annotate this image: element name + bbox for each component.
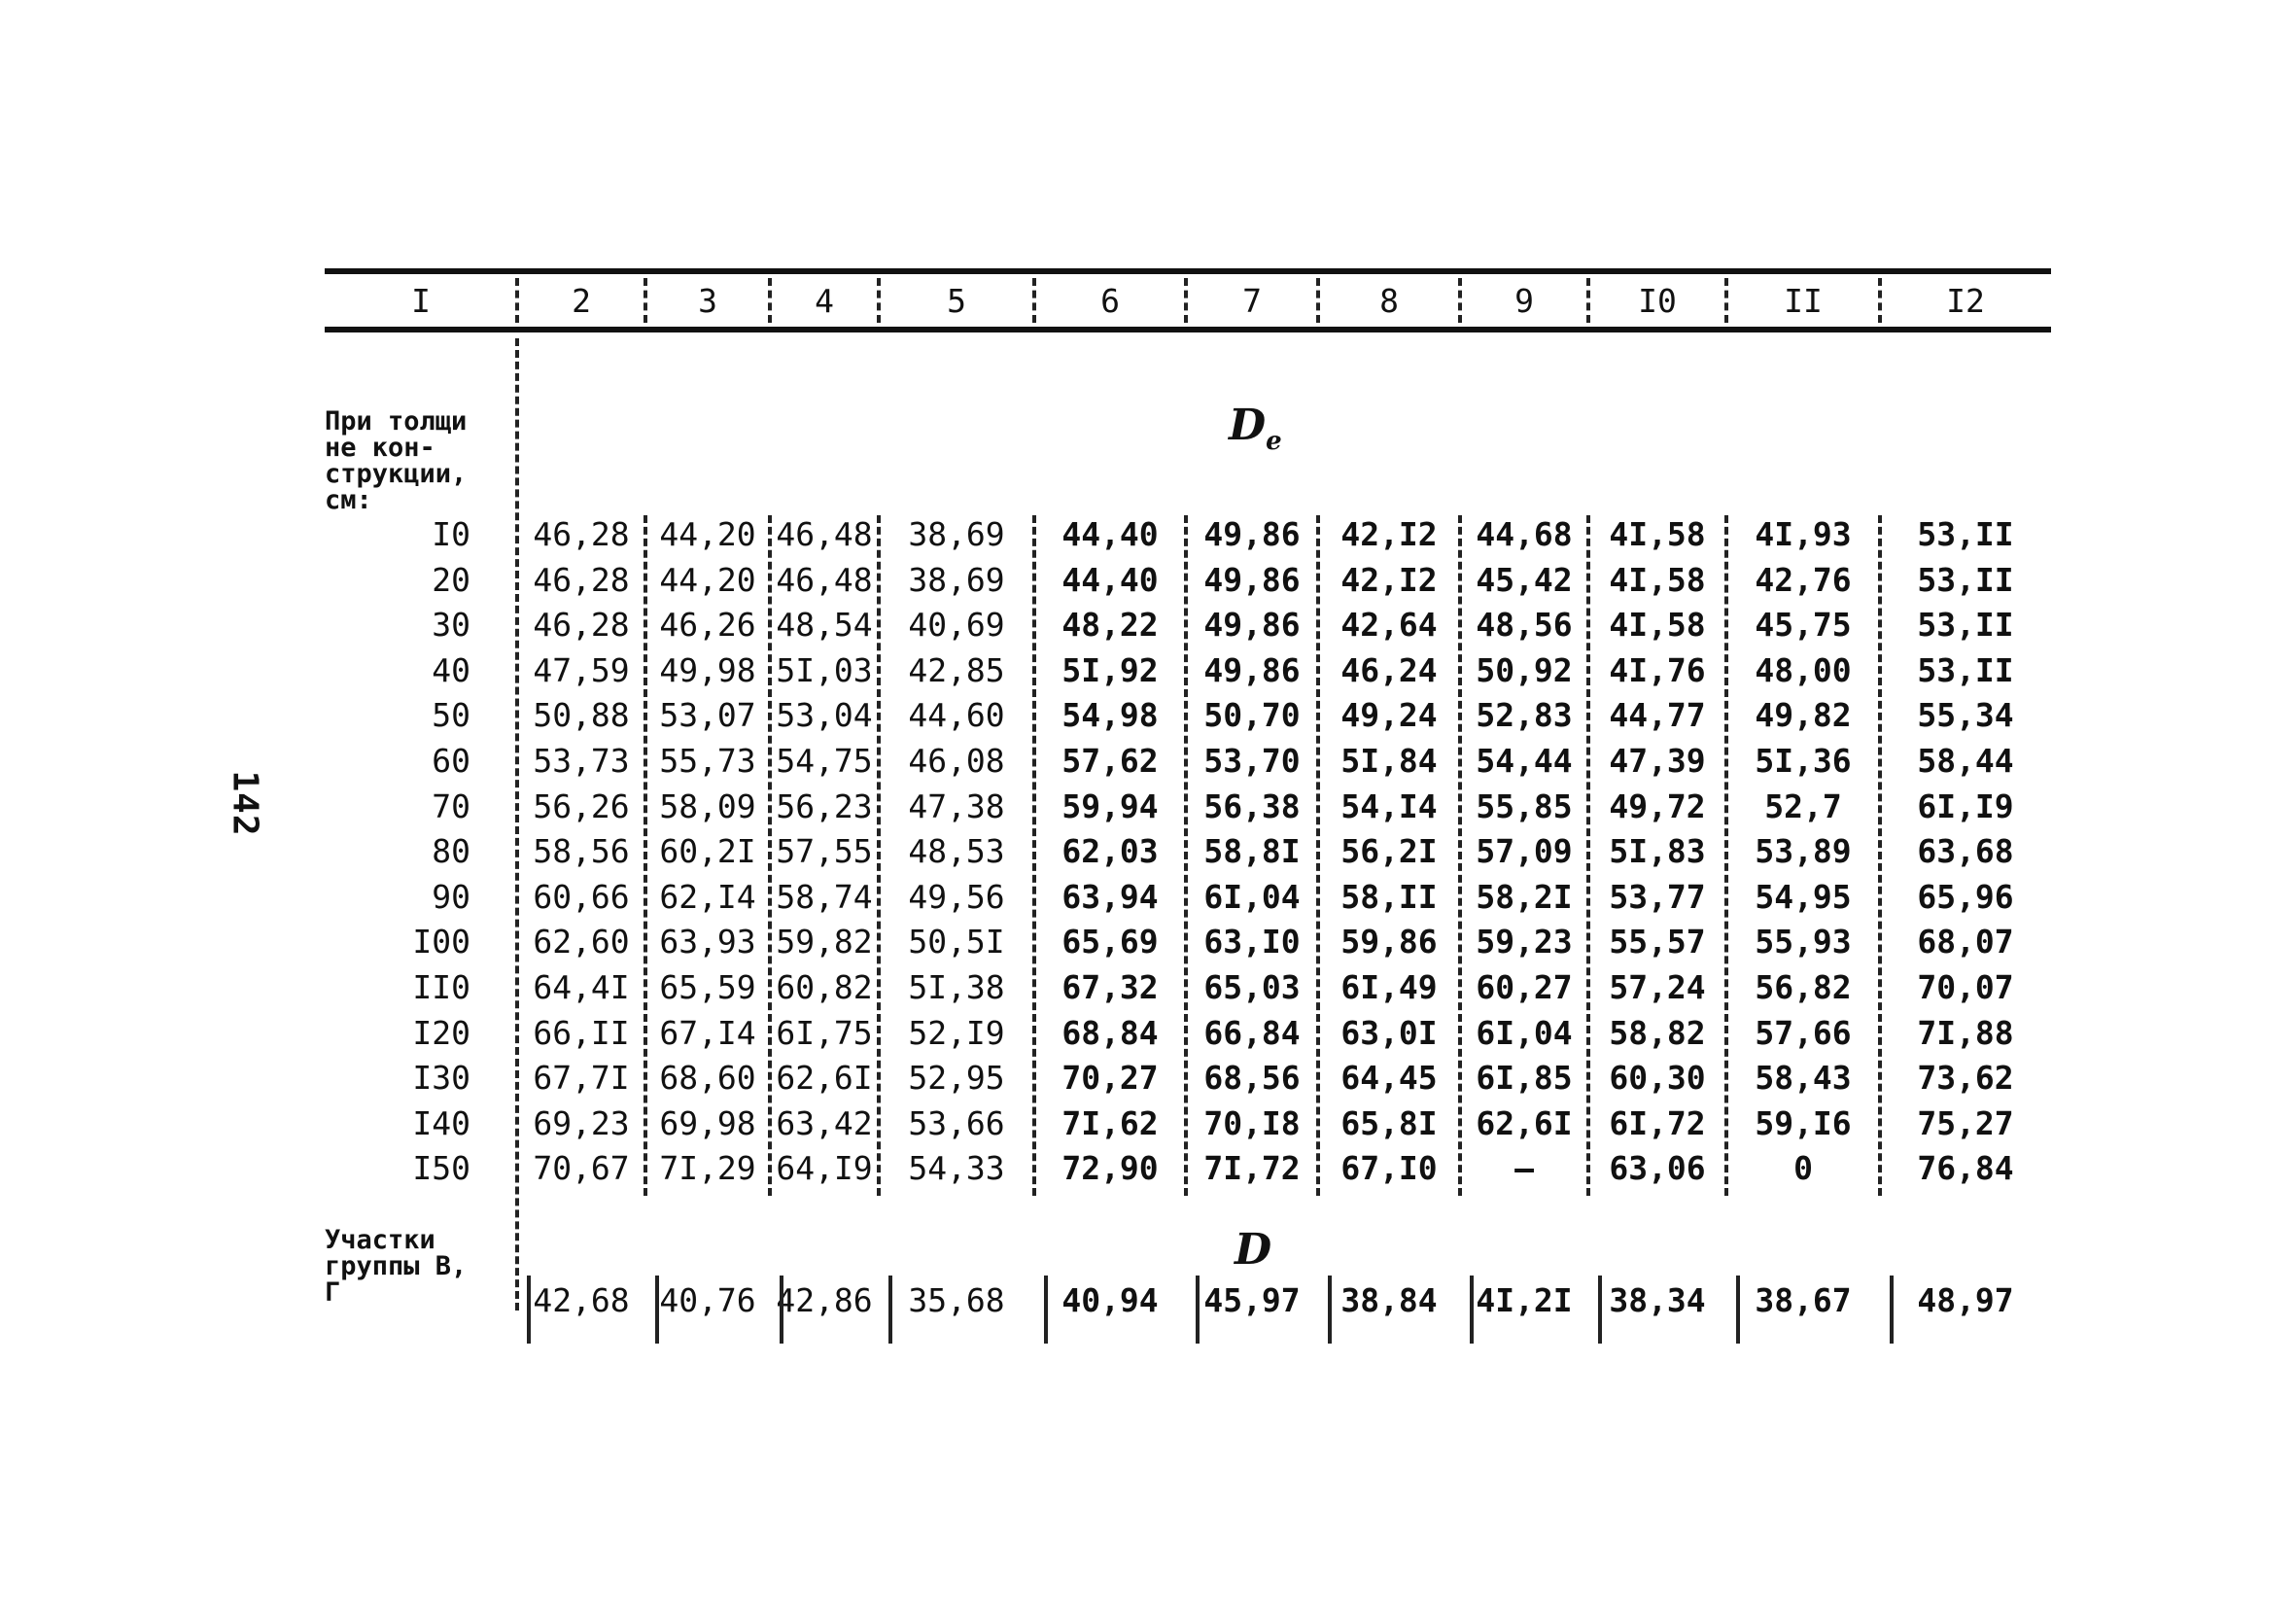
row-label: 80	[432, 832, 470, 871]
group-cell: 35,68	[908, 1281, 1005, 1319]
table-cell: 65,69	[1061, 923, 1159, 961]
table-cell: 73,62	[1917, 1059, 2014, 1098]
column-header: 8	[1379, 281, 1399, 320]
group-cell: 45,97	[1203, 1281, 1301, 1319]
column-header: II	[1784, 281, 1823, 320]
header-divider	[877, 278, 881, 323]
table-cell: 4I,58	[1609, 515, 1706, 553]
table-cell: 66,II	[533, 1013, 630, 1052]
header-divider	[1316, 278, 1320, 323]
table-cell: 63,I0	[1203, 923, 1301, 961]
table-cell: 42,I2	[1340, 515, 1438, 553]
table-cell: 50,70	[1203, 696, 1301, 735]
table-cell: 56,23	[776, 787, 873, 825]
table-cell: 62,60	[533, 923, 630, 961]
thickness-section-label: При толщи не кон- струкции, см:	[325, 406, 468, 515]
column-header: 2	[572, 281, 591, 320]
table-cell: 4I,58	[1609, 560, 1706, 599]
group-cell: 42,86	[776, 1281, 873, 1319]
table-cell: 49,98	[659, 650, 756, 689]
table-cell: 57,62	[1061, 742, 1159, 780]
table-cell: 57,24	[1609, 968, 1706, 1006]
header-divider	[1458, 278, 1462, 323]
column-header: 4	[815, 281, 834, 320]
table-cell: 7I,62	[1061, 1103, 1159, 1142]
table-cell: 6I,49	[1340, 968, 1438, 1006]
table-cell: 68,07	[1917, 923, 2014, 961]
table-cell: 64,45	[1340, 1059, 1438, 1098]
table-cell: 54,I4	[1340, 787, 1438, 825]
table-cell: 50,5I	[908, 923, 1005, 961]
group-cell: 42,68	[533, 1281, 630, 1319]
row-label: I00	[412, 923, 470, 961]
table-cell: 70,27	[1061, 1059, 1159, 1098]
table-cell: 6I,04	[1476, 1013, 1573, 1052]
table-cell: 47,39	[1609, 742, 1706, 780]
table-cell: 64,I9	[776, 1149, 873, 1188]
table-cell: 58,43	[1755, 1059, 1852, 1098]
header-divider	[644, 278, 647, 323]
table-cell: 48,22	[1061, 606, 1159, 645]
table-cell: 48,53	[908, 832, 1005, 871]
table-cell: 60,66	[533, 877, 630, 916]
table-cell: 42,76	[1755, 560, 1852, 599]
column-divider	[1878, 515, 1882, 1196]
table-cell: 75,27	[1917, 1103, 2014, 1142]
table-cell: 67,32	[1061, 968, 1159, 1006]
table-cell: 6I,04	[1203, 877, 1301, 916]
table-cell: 65,03	[1203, 968, 1301, 1006]
table-cell: 63,42	[776, 1103, 873, 1142]
table-cell: 46,08	[908, 742, 1005, 780]
table-cell: 60,2I	[659, 832, 756, 871]
table-cell: 48,54	[776, 606, 873, 645]
column-divider	[1586, 515, 1590, 1196]
table-cell: 5I,84	[1340, 742, 1438, 780]
table-cell: 54,44	[1476, 742, 1573, 780]
table-cell: 6I,75	[776, 1013, 873, 1052]
table-cell: 54,95	[1755, 877, 1852, 916]
group-divider	[527, 1276, 531, 1344]
table-cell: 44,20	[659, 560, 756, 599]
table-cell: 4I,58	[1609, 606, 1706, 645]
table-cell: 55,93	[1755, 923, 1852, 961]
table-cell: 50,88	[533, 696, 630, 735]
table-cell: 56,2I	[1340, 832, 1438, 871]
table-cell: 42,85	[908, 650, 1005, 689]
header-divider	[768, 278, 772, 323]
table-cell: 53,II	[1917, 560, 2014, 599]
table-cell: 58,09	[659, 787, 756, 825]
group-divider	[1470, 1276, 1474, 1344]
table-cell: 40,69	[908, 606, 1005, 645]
column-header: 5	[947, 281, 966, 320]
table-cell: 46,48	[776, 560, 873, 599]
row-label: I50	[412, 1149, 470, 1188]
table-cell: 55,34	[1917, 696, 2014, 735]
table-cell: 49,24	[1340, 696, 1438, 735]
table-cell: 72,90	[1061, 1149, 1159, 1188]
row-label: 50	[432, 696, 470, 735]
table-cell: 54,98	[1061, 696, 1159, 735]
group-cell: 48,97	[1917, 1281, 2014, 1319]
table-cell: 6I,85	[1476, 1059, 1573, 1098]
header-divider	[1032, 278, 1036, 323]
group-cell: 38,67	[1755, 1281, 1852, 1319]
table-cell: 7I,29	[659, 1149, 756, 1188]
table-cell: 46,26	[659, 606, 756, 645]
table-cell: 70,I8	[1203, 1103, 1301, 1142]
row-label: 90	[432, 877, 470, 916]
table-cell: 49,56	[908, 877, 1005, 916]
table-cell: 55,73	[659, 742, 756, 780]
table-cell: 63,94	[1061, 877, 1159, 916]
table-cell: 53,II	[1917, 515, 2014, 553]
group-divider	[655, 1276, 659, 1344]
table-cell: 5I,03	[776, 650, 873, 689]
table-cell: 58,2I	[1476, 877, 1573, 916]
group-cell: 40,94	[1061, 1281, 1159, 1319]
column-header: I0	[1638, 281, 1677, 320]
group-cell: 4I,2I	[1476, 1281, 1573, 1319]
table-cell: 5I,92	[1061, 650, 1159, 689]
table-cell: 49,86	[1203, 606, 1301, 645]
table-cell: 59,94	[1061, 787, 1159, 825]
header-divider	[1724, 278, 1728, 323]
table-cell: 58,II	[1340, 877, 1438, 916]
table-cell: 44,68	[1476, 515, 1573, 553]
table-cell: 63,93	[659, 923, 756, 961]
header-row	[325, 274, 2051, 327]
table-cell: 68,60	[659, 1059, 756, 1098]
table-cell: 46,28	[533, 560, 630, 599]
table-cell: 45,75	[1755, 606, 1852, 645]
table-cell: 53,07	[659, 696, 756, 735]
table-cell: 42,64	[1340, 606, 1438, 645]
header-divider	[1878, 278, 1882, 323]
row-label: I20	[412, 1013, 470, 1052]
table-cell: 56,82	[1755, 968, 1852, 1006]
table-cell: 53,70	[1203, 742, 1301, 780]
table-cell: 52,83	[1476, 696, 1573, 735]
table-cell: 67,7I	[533, 1059, 630, 1098]
row-label: II0	[412, 968, 470, 1006]
table-cell: 55,85	[1476, 787, 1573, 825]
table-cell: 49,86	[1203, 650, 1301, 689]
table-cell: 47,59	[533, 650, 630, 689]
table-cell: 4I,93	[1755, 515, 1852, 553]
column-header: I2	[1946, 281, 1985, 320]
row-label: I30	[412, 1059, 470, 1098]
table-cell: 63,06	[1609, 1149, 1706, 1188]
row-label: 70	[432, 787, 470, 825]
table-cell: 56,38	[1203, 787, 1301, 825]
table-cell: 66,84	[1203, 1013, 1301, 1052]
table-cell: 58,74	[776, 877, 873, 916]
table-cell: 48,00	[1755, 650, 1852, 689]
table-cell: 59,82	[776, 923, 873, 961]
table-cell: 6I,I9	[1917, 787, 2014, 825]
table-cell: 44,77	[1609, 696, 1706, 735]
table-cell: 70,07	[1917, 968, 2014, 1006]
table-cell: 46,28	[533, 515, 630, 553]
table-cell: 54,33	[908, 1149, 1005, 1188]
table-cell: 58,82	[1609, 1013, 1706, 1052]
column-header: 6	[1100, 281, 1120, 320]
table-cell: 59,I6	[1755, 1103, 1852, 1142]
table-cell: 69,23	[533, 1103, 630, 1142]
table-cell: 44,60	[908, 696, 1005, 735]
column-divider	[644, 515, 647, 1196]
table-cell: 62,I4	[659, 877, 756, 916]
table-cell: 56,26	[533, 787, 630, 825]
table-cell: 4I,76	[1609, 650, 1706, 689]
group-symbol: D	[1235, 1225, 1272, 1275]
table-cell: 53,66	[908, 1103, 1005, 1142]
header-divider	[1184, 278, 1188, 323]
table-cell: 44,20	[659, 515, 756, 553]
group-divider	[1736, 1276, 1740, 1344]
table-cell: 38,69	[908, 515, 1005, 553]
table-cell: 46,28	[533, 606, 630, 645]
table-cell: 65,59	[659, 968, 756, 1006]
table-cell: 52,I9	[908, 1013, 1005, 1052]
table-cell: 52,95	[908, 1059, 1005, 1098]
table-cell: 54,75	[776, 742, 873, 780]
table-cell: –	[1514, 1149, 1534, 1188]
symbol-subscript: e	[1266, 426, 1282, 456]
column-divider	[1032, 515, 1036, 1196]
table-cell: 57,66	[1755, 1013, 1852, 1052]
table-cell: 44,40	[1061, 560, 1159, 599]
table-cell: 69,98	[659, 1103, 756, 1142]
row-label: 20	[432, 560, 470, 599]
table-cell: 67,I0	[1340, 1149, 1438, 1188]
column-divider	[1724, 515, 1728, 1196]
row-label: I40	[412, 1103, 470, 1142]
table-cell: 38,69	[908, 560, 1005, 599]
table-cell: 62,03	[1061, 832, 1159, 871]
table-cell: 53,73	[533, 742, 630, 780]
table-cell: 48,56	[1476, 606, 1573, 645]
table-cell: 47,38	[908, 787, 1005, 825]
header-divider	[1586, 278, 1590, 323]
table-cell: 49,72	[1609, 787, 1706, 825]
table-cell: 57,09	[1476, 832, 1573, 871]
table-cell: 42,I2	[1340, 560, 1438, 599]
column-header: 7	[1242, 281, 1262, 320]
group-divider	[1328, 1276, 1332, 1344]
table-cell: 46,24	[1340, 650, 1438, 689]
table-cell: 59,86	[1340, 923, 1438, 961]
table-cell: 5I,83	[1609, 832, 1706, 871]
table-cell: 44,40	[1061, 515, 1159, 553]
table-cell: 57,55	[776, 832, 873, 871]
table-cell: 68,84	[1061, 1013, 1159, 1052]
group-divider	[1196, 1276, 1200, 1344]
table-cell: 65,8I	[1340, 1103, 1438, 1142]
table-cell: 49,82	[1755, 696, 1852, 735]
table-cell: 6I,72	[1609, 1103, 1706, 1142]
table-cell: 52,7	[1764, 787, 1842, 825]
table-cell: 53,II	[1917, 650, 2014, 689]
table-cell: 58,44	[1917, 742, 2014, 780]
table-cell: 49,86	[1203, 560, 1301, 599]
header-divider	[515, 278, 519, 323]
group-divider	[780, 1276, 783, 1344]
column-divider	[1316, 515, 1320, 1196]
table-cell: 70,67	[533, 1149, 630, 1188]
table-cell: 59,23	[1476, 923, 1573, 961]
table-cell: 65,96	[1917, 877, 2014, 916]
column-divider	[1458, 515, 1462, 1196]
column-divider	[877, 515, 881, 1196]
group-cell: 38,34	[1609, 1281, 1706, 1319]
table-cell: 58,8I	[1203, 832, 1301, 871]
column-divider	[1184, 515, 1188, 1196]
group-divider	[888, 1276, 892, 1344]
table-cell: 53,II	[1917, 606, 2014, 645]
table-cell: 50,92	[1476, 650, 1573, 689]
row-label: 40	[432, 650, 470, 689]
table-cell: 68,56	[1203, 1059, 1301, 1098]
table-cell: 63,0I	[1340, 1013, 1438, 1052]
group-divider	[1598, 1276, 1602, 1344]
group-divider	[1044, 1276, 1048, 1344]
table-cell: 53,04	[776, 696, 873, 735]
table-cell: 45,42	[1476, 560, 1573, 599]
table-cell: 5I,36	[1755, 742, 1852, 780]
table-cell: 49,86	[1203, 515, 1301, 553]
table-cell: 62,6I	[1476, 1103, 1573, 1142]
row-label: 60	[432, 742, 470, 780]
table-cell: 67,I4	[659, 1013, 756, 1052]
group-divider	[1890, 1276, 1894, 1344]
column-divider	[768, 515, 772, 1196]
group-section-label: Участки группы В, Г	[325, 1225, 468, 1308]
table-cell: 55,57	[1609, 923, 1706, 961]
column-header: 9	[1514, 281, 1534, 320]
table-cell: 60,30	[1609, 1059, 1706, 1098]
table-cell: 7I,88	[1917, 1013, 2014, 1052]
section-symbol	[1229, 401, 1282, 456]
row-label: I0	[432, 515, 470, 553]
table-cell: 46,48	[776, 515, 873, 553]
table-cell: 7I,72	[1203, 1149, 1301, 1188]
table-cell: 53,89	[1755, 832, 1852, 871]
table-cell: 76,84	[1917, 1149, 2014, 1188]
table-cell: 58,56	[533, 832, 630, 871]
table-cell: 5I,38	[908, 968, 1005, 1006]
page-number: 142	[225, 770, 265, 837]
table-cell: 0	[1793, 1149, 1813, 1188]
table-cell: 64,4I	[533, 968, 630, 1006]
symbol-main: D	[1229, 401, 1267, 450]
table-cell: 60,27	[1476, 968, 1573, 1006]
table-cell: 60,82	[776, 968, 873, 1006]
table-cell: 53,77	[1609, 877, 1706, 916]
group-cell: 40,76	[659, 1281, 756, 1319]
row-label: 30	[432, 606, 470, 645]
table-cell: 63,68	[1917, 832, 2014, 871]
header-rule	[325, 327, 2051, 332]
table-cell: 62,6I	[776, 1059, 873, 1098]
column-header: I	[411, 281, 431, 320]
column-header: 3	[698, 281, 717, 320]
group-cell: 38,84	[1340, 1281, 1438, 1319]
